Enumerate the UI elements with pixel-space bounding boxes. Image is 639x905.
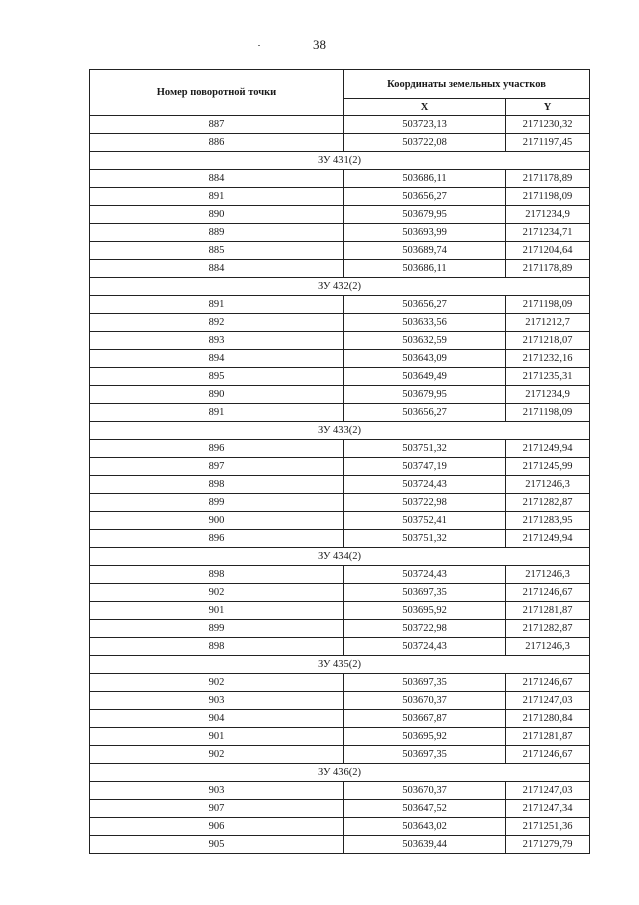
table-row bbox=[90, 800, 590, 818]
x-coordinate-cell: 503747,19 bbox=[344, 458, 506, 476]
point-number-cell: 905 bbox=[90, 836, 344, 854]
x-coordinate-cell: 503724,43 bbox=[344, 566, 506, 584]
point-number-cell: 899 bbox=[90, 494, 344, 512]
header-y: Y bbox=[506, 99, 590, 116]
x-coordinate-cell: 503752,41 bbox=[344, 512, 506, 530]
y-coordinate-cell: 2171247,03 bbox=[506, 692, 590, 710]
x-coordinate-cell: 503670,37 bbox=[344, 692, 506, 710]
y-coordinate-cell: 2171198,09 bbox=[506, 188, 590, 206]
section-header-row bbox=[90, 152, 590, 170]
table-row bbox=[90, 206, 590, 224]
y-coordinate-cell: 2171204,64 bbox=[506, 242, 590, 260]
table-row bbox=[90, 350, 590, 368]
table-row bbox=[90, 188, 590, 206]
table-row bbox=[90, 584, 590, 602]
point-number-cell: 907 bbox=[90, 800, 344, 818]
table-row bbox=[90, 314, 590, 332]
table-row bbox=[90, 782, 590, 800]
y-coordinate-cell: 2171234,71 bbox=[506, 224, 590, 242]
table-header bbox=[90, 70, 590, 116]
x-coordinate-cell: 503689,74 bbox=[344, 242, 506, 260]
point-number-cell: 892 bbox=[90, 314, 344, 332]
y-coordinate-cell: 2171245,99 bbox=[506, 458, 590, 476]
y-coordinate-cell: 2171249,94 bbox=[506, 530, 590, 548]
x-coordinate-cell: 503751,32 bbox=[344, 440, 506, 458]
point-number-cell: 897 bbox=[90, 458, 344, 476]
section-header-row bbox=[90, 656, 590, 674]
y-coordinate-cell: 2171246,67 bbox=[506, 746, 590, 764]
point-number-cell: 898 bbox=[90, 476, 344, 494]
section-header-row bbox=[90, 422, 590, 440]
y-coordinate-cell: 2171249,94 bbox=[506, 440, 590, 458]
x-coordinate-cell: 503633,56 bbox=[344, 314, 506, 332]
y-coordinate-cell: 2171230,32 bbox=[506, 116, 590, 134]
point-number-cell: 901 bbox=[90, 602, 344, 620]
point-number-cell: 898 bbox=[90, 638, 344, 656]
point-number-cell: 891 bbox=[90, 404, 344, 422]
y-coordinate-cell: 2171281,87 bbox=[506, 602, 590, 620]
table-body bbox=[90, 116, 590, 854]
x-coordinate-cell: 503647,52 bbox=[344, 800, 506, 818]
table-row bbox=[90, 692, 590, 710]
y-coordinate-cell: 2171247,34 bbox=[506, 800, 590, 818]
point-number-cell: 887 bbox=[90, 116, 344, 134]
point-number-cell: 902 bbox=[90, 674, 344, 692]
x-coordinate-cell: 503667,87 bbox=[344, 710, 506, 728]
x-coordinate-cell: 503722,98 bbox=[344, 620, 506, 638]
x-coordinate-cell: 503697,35 bbox=[344, 584, 506, 602]
section-title: ЗУ 434(2) bbox=[90, 548, 590, 566]
table-row bbox=[90, 440, 590, 458]
table-row bbox=[90, 836, 590, 854]
x-coordinate-cell: 503697,35 bbox=[344, 746, 506, 764]
header-x: X bbox=[344, 99, 506, 116]
x-coordinate-cell: 503693,99 bbox=[344, 224, 506, 242]
table-row bbox=[90, 566, 590, 584]
table-row bbox=[90, 638, 590, 656]
point-number-cell: 884 bbox=[90, 260, 344, 278]
section-header-row bbox=[90, 548, 590, 566]
table-row bbox=[90, 476, 590, 494]
table-row bbox=[90, 134, 590, 152]
table-row bbox=[90, 746, 590, 764]
point-number-cell: 903 bbox=[90, 692, 344, 710]
point-number-cell: 889 bbox=[90, 224, 344, 242]
table-row bbox=[90, 386, 590, 404]
y-coordinate-cell: 2171246,3 bbox=[506, 566, 590, 584]
table-row bbox=[90, 404, 590, 422]
table-row bbox=[90, 512, 590, 530]
point-number-cell: 906 bbox=[90, 818, 344, 836]
point-number-cell: 896 bbox=[90, 530, 344, 548]
y-coordinate-cell: 2171234,9 bbox=[506, 206, 590, 224]
x-coordinate-cell: 503724,43 bbox=[344, 638, 506, 656]
point-number-cell: 902 bbox=[90, 746, 344, 764]
header-point-number: Номер поворотной точки bbox=[90, 70, 344, 116]
x-coordinate-cell: 503724,43 bbox=[344, 476, 506, 494]
point-number-cell: 901 bbox=[90, 728, 344, 746]
y-coordinate-cell: 2171282,87 bbox=[506, 494, 590, 512]
x-coordinate-cell: 503686,11 bbox=[344, 170, 506, 188]
table-row bbox=[90, 674, 590, 692]
y-coordinate-cell: 2171246,3 bbox=[506, 476, 590, 494]
y-coordinate-cell: 2171198,09 bbox=[506, 404, 590, 422]
point-number-cell: 886 bbox=[90, 134, 344, 152]
section-title: ЗУ 433(2) bbox=[90, 422, 590, 440]
point-number-cell: 891 bbox=[90, 296, 344, 314]
x-coordinate-cell: 503679,95 bbox=[344, 386, 506, 404]
y-coordinate-cell: 2171282,87 bbox=[506, 620, 590, 638]
x-coordinate-cell: 503656,27 bbox=[344, 188, 506, 206]
point-number-cell: 896 bbox=[90, 440, 344, 458]
point-number-cell: 894 bbox=[90, 350, 344, 368]
y-coordinate-cell: 2171178,89 bbox=[506, 170, 590, 188]
x-coordinate-cell: 503695,92 bbox=[344, 602, 506, 620]
point-number-cell: 884 bbox=[90, 170, 344, 188]
table-row bbox=[90, 728, 590, 746]
point-number-cell: 890 bbox=[90, 206, 344, 224]
y-coordinate-cell: 2171246,3 bbox=[506, 638, 590, 656]
y-coordinate-cell: 2171234,9 bbox=[506, 386, 590, 404]
point-number-cell: 899 bbox=[90, 620, 344, 638]
x-coordinate-cell: 503697,35 bbox=[344, 674, 506, 692]
scan-speck bbox=[258, 45, 260, 46]
table-row bbox=[90, 602, 590, 620]
y-coordinate-cell: 2171235,31 bbox=[506, 368, 590, 386]
table-row bbox=[90, 710, 590, 728]
x-coordinate-cell: 503695,92 bbox=[344, 728, 506, 746]
x-coordinate-cell: 503649,49 bbox=[344, 368, 506, 386]
section-header-row bbox=[90, 764, 590, 782]
y-coordinate-cell: 2171178,89 bbox=[506, 260, 590, 278]
section-title: ЗУ 432(2) bbox=[90, 278, 590, 296]
table-row bbox=[90, 494, 590, 512]
table-row bbox=[90, 620, 590, 638]
table-row bbox=[90, 818, 590, 836]
y-coordinate-cell: 2171283,95 bbox=[506, 512, 590, 530]
x-coordinate-cell: 503656,27 bbox=[344, 404, 506, 422]
table-row bbox=[90, 332, 590, 350]
section-header-row bbox=[90, 278, 590, 296]
page-number: 38 bbox=[313, 37, 326, 52]
section-title: ЗУ 431(2) bbox=[90, 152, 590, 170]
y-coordinate-cell: 2171246,67 bbox=[506, 674, 590, 692]
table-row bbox=[90, 458, 590, 476]
table-row bbox=[90, 116, 590, 134]
table-row bbox=[90, 260, 590, 278]
point-number-cell: 902 bbox=[90, 584, 344, 602]
x-coordinate-cell: 503686,11 bbox=[344, 260, 506, 278]
x-coordinate-cell: 503632,59 bbox=[344, 332, 506, 350]
table-row bbox=[90, 170, 590, 188]
x-coordinate-cell: 503751,32 bbox=[344, 530, 506, 548]
point-number-cell: 890 bbox=[90, 386, 344, 404]
x-coordinate-cell: 503679,95 bbox=[344, 206, 506, 224]
y-coordinate-cell: 2171280,84 bbox=[506, 710, 590, 728]
y-coordinate-cell: 2171281,87 bbox=[506, 728, 590, 746]
x-coordinate-cell: 503722,08 bbox=[344, 134, 506, 152]
x-coordinate-cell: 503643,02 bbox=[344, 818, 506, 836]
point-number-cell: 904 bbox=[90, 710, 344, 728]
point-number-cell: 903 bbox=[90, 782, 344, 800]
point-number-cell: 893 bbox=[90, 332, 344, 350]
table-row bbox=[90, 296, 590, 314]
y-coordinate-cell: 2171218,07 bbox=[506, 332, 590, 350]
coordinates-table bbox=[89, 69, 590, 854]
y-coordinate-cell: 2171279,79 bbox=[506, 836, 590, 854]
header-coordinates: Координаты земельных участков bbox=[344, 70, 590, 99]
point-number-cell: 895 bbox=[90, 368, 344, 386]
y-coordinate-cell: 2171232,16 bbox=[506, 350, 590, 368]
point-number-cell: 898 bbox=[90, 566, 344, 584]
x-coordinate-cell: 503723,13 bbox=[344, 116, 506, 134]
x-coordinate-cell: 503670,37 bbox=[344, 782, 506, 800]
x-coordinate-cell: 503722,98 bbox=[344, 494, 506, 512]
point-number-cell: 891 bbox=[90, 188, 344, 206]
x-coordinate-cell: 503656,27 bbox=[344, 296, 506, 314]
section-title: ЗУ 435(2) bbox=[90, 656, 590, 674]
y-coordinate-cell: 2171251,36 bbox=[506, 818, 590, 836]
x-coordinate-cell: 503639,44 bbox=[344, 836, 506, 854]
x-coordinate-cell: 503643,09 bbox=[344, 350, 506, 368]
y-coordinate-cell: 2171212,7 bbox=[506, 314, 590, 332]
table-row bbox=[90, 224, 590, 242]
table-row bbox=[90, 242, 590, 260]
point-number-cell: 900 bbox=[90, 512, 344, 530]
section-title: ЗУ 436(2) bbox=[90, 764, 590, 782]
y-coordinate-cell: 2171246,67 bbox=[506, 584, 590, 602]
table-row bbox=[90, 368, 590, 386]
y-coordinate-cell: 2171198,09 bbox=[506, 296, 590, 314]
table-row bbox=[90, 530, 590, 548]
y-coordinate-cell: 2171197,45 bbox=[506, 134, 590, 152]
point-number-cell: 885 bbox=[90, 242, 344, 260]
y-coordinate-cell: 2171247,03 bbox=[506, 782, 590, 800]
